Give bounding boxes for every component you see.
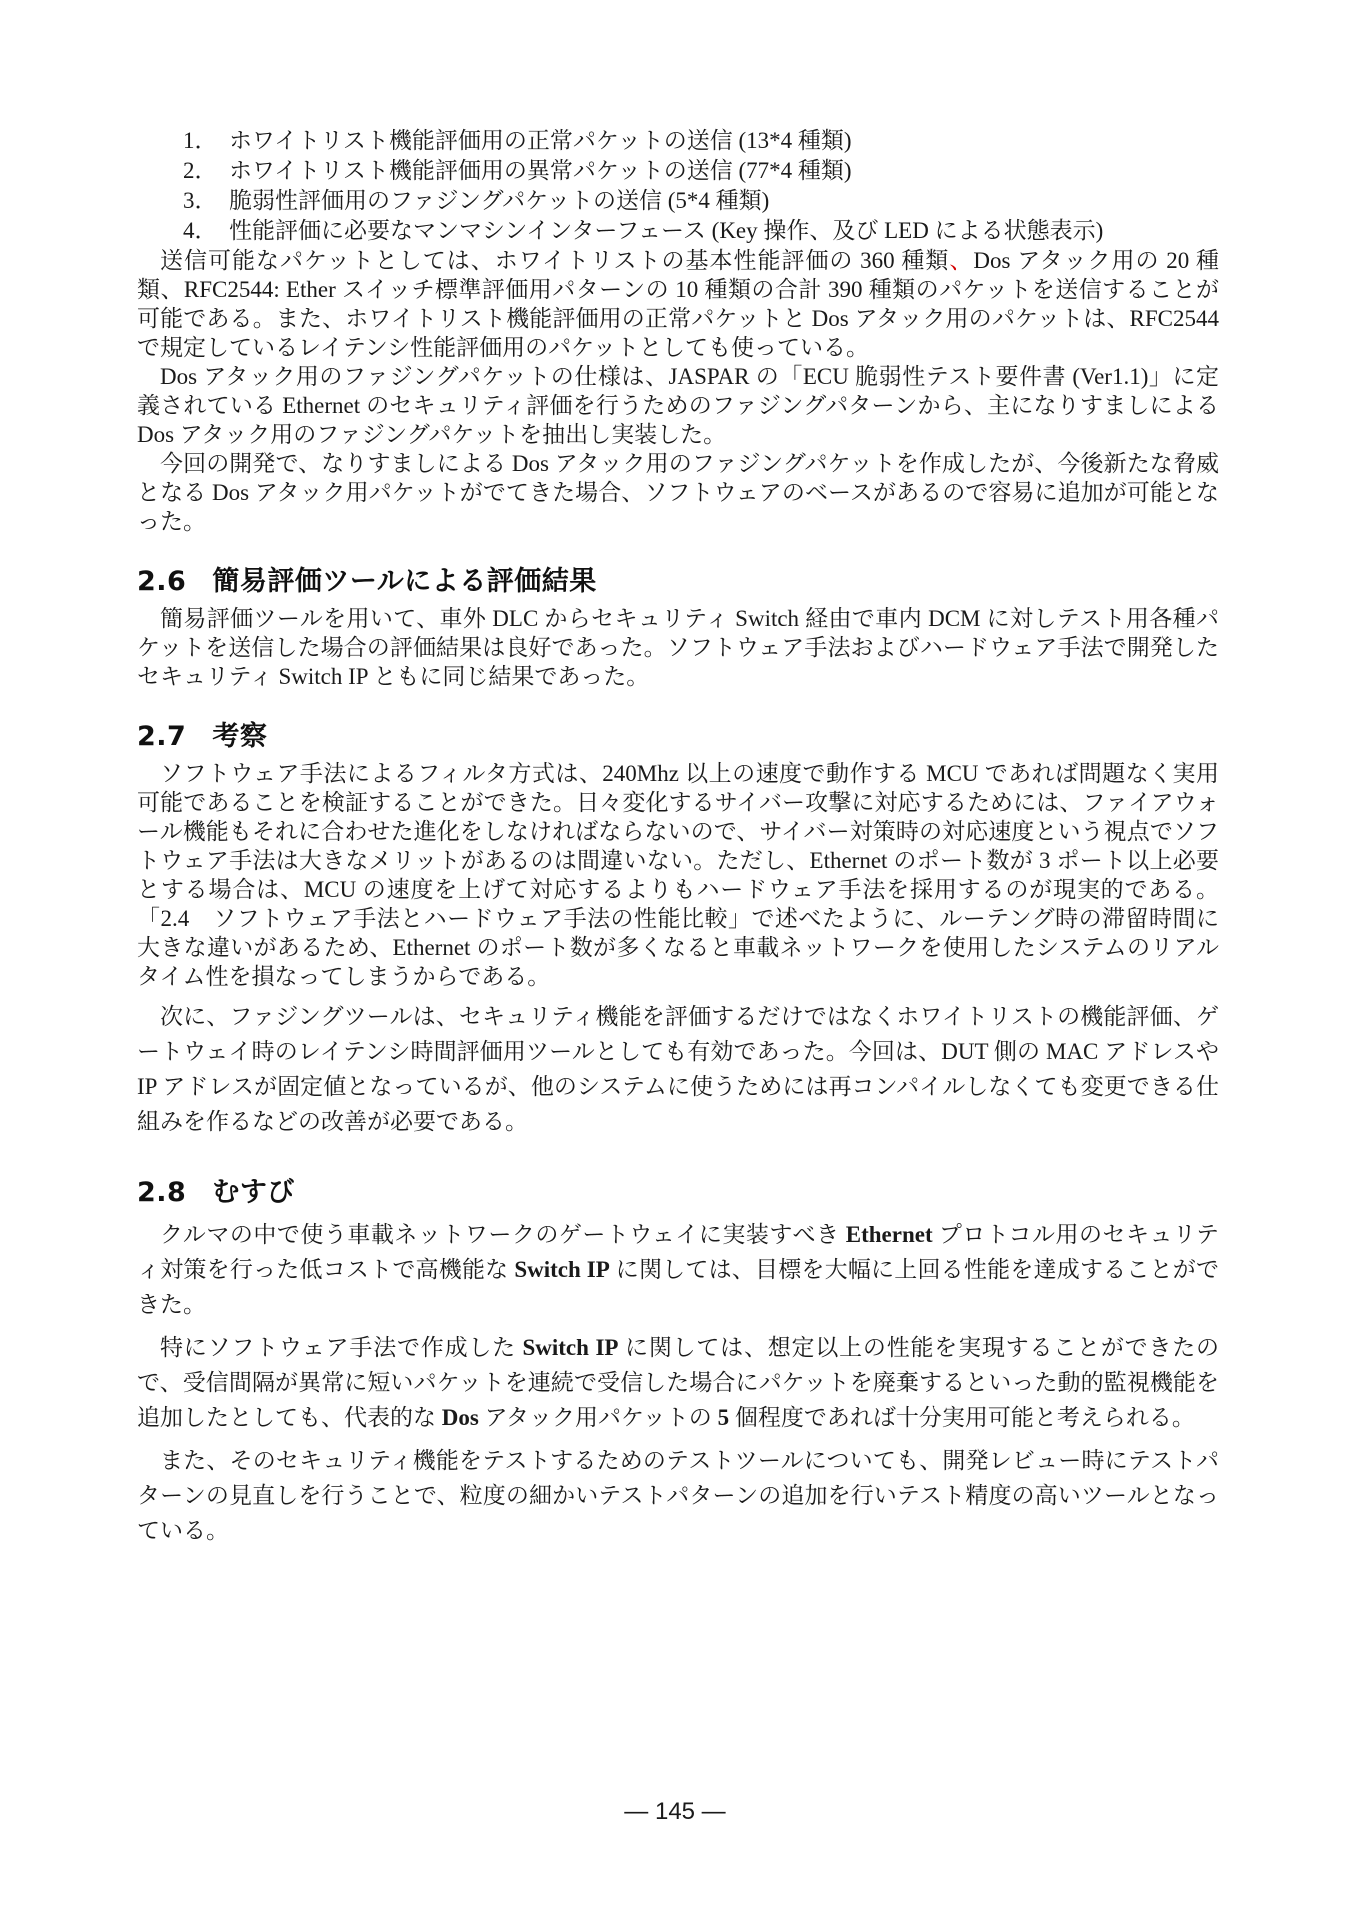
- list-item-text: ホワイトリスト機能評価用の正常パケットの送信 (13*4 種類): [229, 128, 852, 153]
- paragraph-fuzzing-spec: Dos アタック用のファジングパケットの仕様は、JASPAR の「ECU 脆弱性テスト要件書 (Ver1.1)」に定義されている Ethernet のセキュリティ評価を行うためのファジングパターンから、主になりすましによる Dos アタック用のファジングパケットを抽出し実装した。: [137, 364, 1219, 447]
- section-title: 簡易評価ツールによる評価結果: [212, 566, 597, 597]
- paragraph-conclusion-testtool: また、そのセキュリティ機能をテストするためのテストツールについても、開発レビュー時にテストパターンの見直しを行うことで、粒度の細かいテストパターンの追加を行いテスト精度の高いツールとなっている。: [137, 1448, 1219, 1543]
- section-title: 考察: [212, 721, 268, 752]
- section-title: むすび: [212, 1177, 295, 1208]
- list-item-number: 2．: [183, 158, 218, 183]
- section-heading-2-7: [137, 719, 1219, 755]
- paragraph-conclusion-summary: クルマの中で使う車載ネットワークのゲートウェイに実装すべき Ethernet プロトコル用のセキュリティ対策を行った低コストで高機能な Switch IP に関しては、目標を大幅に上回る性能を達成することができた。: [137, 1222, 1220, 1317]
- list-item-normal-packets: [137, 126, 1219, 156]
- paragraph-filter-discussion: ソフトウェア手法によるフィルタ方式は、240Mhz 以上の速度で動作する MCU であれば問題なく実用可能であることを検証することができた。日々変化するサイバー攻撃に対応するためには、ファイアウォール機能もそれに合わせた進化をしなければならないので、サイバー対策時の対応速度という視点でソフトウェア手法は大きなメリットがあるのは間違いない。ただし、Ethernet のポート数が 3 ポート以上必要とする場合は、MCU の速度を上げて対応するよりもハードウェア手法を採用するのが現実的である。「2.4 ソフトウェア手法とハードウェア手法の性能比較」で述べたように、ルーテング時の滞留時間に大きな違いがあるため、Ethernet のポート数が多くなると車載ネットワークを使用したシステムのリアルタイム性を損なってしまうからである。: [137, 761, 1219, 989]
- list-item-abnormal-packets: [137, 156, 1219, 186]
- paragraph-eval-result: 簡易評価ツールを用いて、車外 DLC からセキュリティ Switch 経由で車内 DCM に対しテスト用各種パケットを送信した場合の評価結果は良好であった。ソフトウェア手法およびハードウェア手法で開発したセキュリティ Switch IP ともに同じ結果であった。: [137, 606, 1219, 689]
- document-page: [137, 126, 1219, 1548]
- section-number: 2.7: [137, 721, 187, 752]
- section-number: 2.6: [137, 566, 187, 597]
- list-item-number: 4．: [183, 218, 218, 243]
- paragraph-conclusion-software: 特にソフトウェア手法で作成した Switch IP に関しては、想定以上の性能を実現することができたので、受信間隔が異常に短いパケットを連続で受信した場合にパケットを廃棄するといった動的監視機能を追加したとしても、代表的な Dos アタック用パケットの 5 個程度であれば十分実用可能と考えられる。: [137, 1335, 1219, 1430]
- section-heading-2-6: [137, 564, 1219, 600]
- paragraph-fuzzing-tool-discussion: 次に、ファジングツールは、セキュリティ機能を評価するだけではなくホワイトリストの機能評価、ゲートウェイ時のレイテンシ時間評価用ツールとしても有効であった。今回は、DUT 側の MAC アドレスや IP アドレスが固定値となっているが、他のシステムに使うためには再コンパイルしなくても変更できる仕組みを作るなどの改善が必要である。: [137, 1004, 1219, 1134]
- list-item-mmi: [137, 216, 1219, 246]
- list-item-number: 3．: [183, 188, 218, 213]
- list-item-text: 性能評価に必要なマンマシンインターフェース (Key 操作、及び LED による状態表示): [229, 218, 1104, 243]
- page-number: — 145 —: [624, 1798, 726, 1825]
- section-heading-2-8: [137, 1175, 1219, 1211]
- list-item-number: 1．: [183, 128, 218, 153]
- section-number: 2.8: [137, 1177, 187, 1208]
- paragraph-sendable-packets: 送信可能なパケットとしては、ホワイトリストの基本性能評価の 360 種類、Dos アタック用の 20 種類、RFC2544: Ether スイッチ標準評価用パターンの 10 種類の合計 390 種類のパケットを送信することが可能である。また、ホワイトリスト機能評価用の正常パケットと Dos アタック用のパケットは、RFC2544 で規定しているレイテンシ性能評価用のパケットとしても使っている。: [137, 248, 1220, 360]
- list-item-fuzzing-packets: [137, 186, 1219, 216]
- packet-type-list: [137, 126, 1219, 246]
- list-item-text: ホワイトリスト機能評価用の異常パケットの送信 (77*4 種類): [229, 158, 852, 183]
- paragraph-future-threat: 今回の開発で、なりすましによる Dos アタック用のファジングパケットを作成したが、今後新たな脅威となる Dos アタック用パケットがでてきた場合、ソフトウェアのベースがあるので容易に追加が可能となった。: [137, 451, 1219, 534]
- list-item-text: 脆弱性評価用のファジングパケットの送信 (5*4 種類): [229, 188, 770, 213]
